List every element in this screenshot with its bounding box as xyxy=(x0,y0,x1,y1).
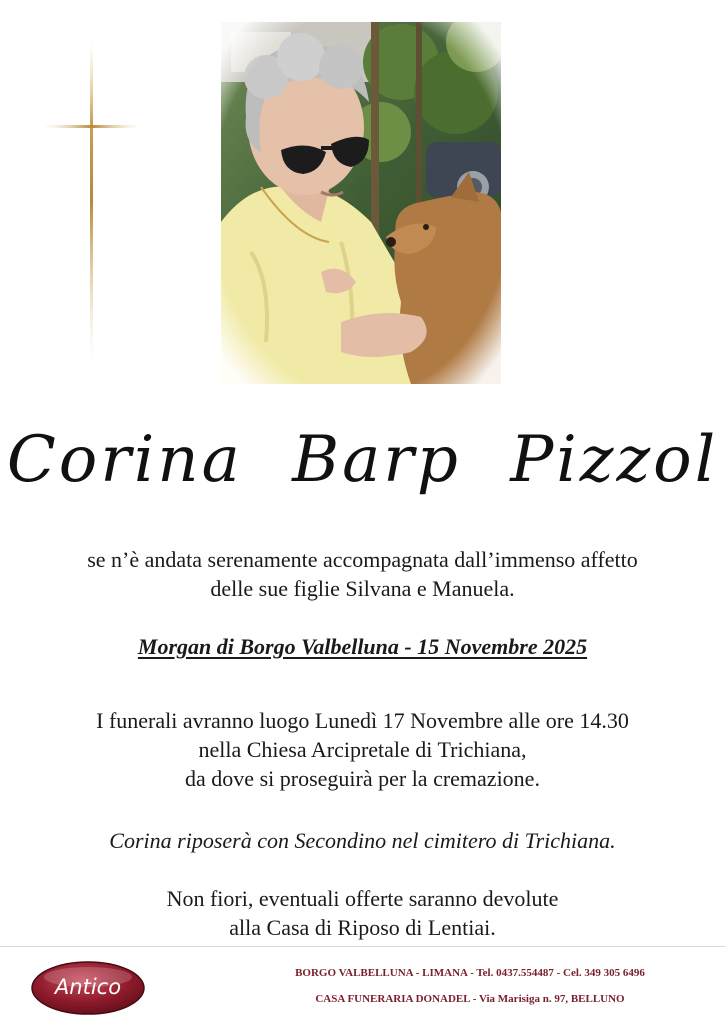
footer-address: CASA FUNERARIA DONADEL - Via Marisiga n. 97, BELLUNO xyxy=(315,993,625,1005)
burial-note xyxy=(0,826,725,855)
footer-contact: BORGO VALBELLUNA - LIMANA - Tel. 0437.554487 - Cel. 349 305 6496 xyxy=(295,967,645,979)
donations-note xyxy=(0,884,725,942)
announcement-line: se n’è andata serenamente accompagnata dall’immenso affetto xyxy=(87,547,638,572)
funeral-line: da dove si proseguirà per la cremazione. xyxy=(185,766,540,791)
announcement-text xyxy=(0,545,725,603)
donations-line: alla Casa di Riposo di Lentiai. xyxy=(229,915,496,940)
logo-text: Antico xyxy=(54,975,122,999)
funeral-line: I funerali avranno luogo Lunedì 17 Novembre alle ore 14.30 xyxy=(96,708,629,733)
place-date xyxy=(0,632,725,661)
funeral-line: nella Chiesa Arcipretale di Trichiana, xyxy=(198,737,527,762)
deceased-name: Corina Barp Pizzol xyxy=(6,423,719,497)
announcement-line: delle sue figlie Silvana e Manuela. xyxy=(210,576,515,601)
portrait-photo xyxy=(221,22,501,384)
donations-line: Non fiori, eventuali offerte saranno devolute xyxy=(166,886,559,911)
burial-text: Corina riposerà con Secondino nel cimitero di Trichiana. xyxy=(109,828,616,853)
cross-icon xyxy=(44,42,140,360)
funeral-details xyxy=(0,706,725,793)
footer-divider xyxy=(0,946,725,947)
place-date-text: Morgan di Borgo Valbelluna - 15 Novembre 2025 xyxy=(137,634,588,659)
